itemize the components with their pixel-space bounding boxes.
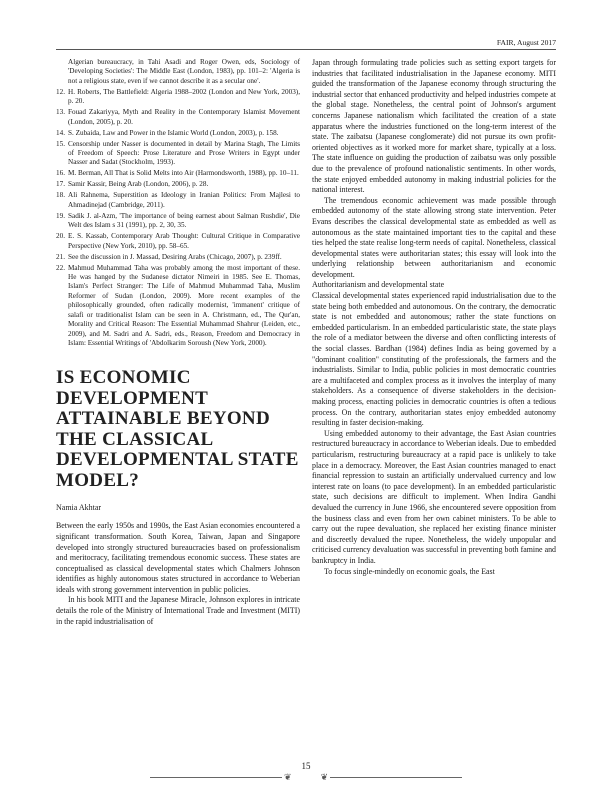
paragraph: In his book MITI and the Japanese Miracle, Johnson explores in intricate details the role of the Ministry of International Trade and Investment (MITI) in the rapid industrialisation of: [56, 595, 300, 626]
article-body-right: [312, 58, 556, 577]
endnote-continued: Algerian bureaucracy, in Tahi Asadi and Roger Owen, eds, Sociology of 'Developing Societies': The Middle East (London, 1983), pp. 101–2: 'Algeria is not a religious state, even if we cannot describe it as a secular one'.: [68, 58, 300, 85]
fleuron-icon: ❦: [320, 772, 328, 782]
article-body-left: [56, 521, 300, 627]
endnote: 17. Samir Kassir, Being Arab (London, 2006), p. 28.: [56, 180, 209, 189]
article-author: Namia Akhtar: [56, 503, 102, 513]
endnote: 16. M. Berman, All That is Solid Melts into Air (Harmondsworth, 1988), pp. 10–11.: [56, 169, 299, 178]
page-number: 15: [301, 761, 311, 771]
running-header: [56, 36, 556, 54]
paragraph: Using embedded autonomy to their advantage, the East Asian countries restructured bureaucracy in accordance to Weberian ideals. Due to embedded particularism, restructuring bureaucracy at a rapid pace is unlikely to take place in a democracy. Moreover, the East Asian countries managed to enact financial repression to sustain an artificially undervalued currency and low interest rate on loans (to pace development). In an embedded particularistic state, such decisions are difficult to implement. When Indira Gandhi devalued the currency in June 1966, she encountered severe opposition from the business class and even from her own cabinet ministers. To be able to carry out the rupee devaluation, she replaced her existing finance minister and discreetly devalued the rupee. Nonetheless, the widely unpopular and criticised currency devaluation was successful in preventing both famine and bankruptcy in India.: [312, 428, 556, 565]
endnote: 18. Ali Rahnema, Superstition as Ideology in Iranian Politics: From Majlesi to Ahmadinejad (Cambridge, 2011).: [56, 191, 300, 209]
fleuron-icon: ❦: [284, 772, 292, 782]
endnote: 21. See the discussion in J. Massad, Desiring Arabs (Chicago, 2007), p. 239ff.: [56, 252, 282, 261]
footer-ornament: [150, 769, 462, 785]
header-rule: [56, 49, 556, 50]
footer-rule-left: [150, 777, 282, 778]
endnote: 22. Mahmud Muhammad Taha was probably among the most important of these. He was hanged by the Sudanese dictator Nimeiri in 1985. See E. Thomas, Islam's Perfect Stranger: The Life of Mahmud Muhammad Taha, Muslim Reformer of Sudan (London, 2009). More recent examples of the philosophically grounded, often radically modernist, 'immanent' critique of salafi or traditionalist Islam can be seen in A. Christmann, ed., The Qur'an, Morality and Critical Reason: The Essential Muhammad Shahrur (Leiden, etc., 2009), and M. Sadri and A. Sadri, eds., Reason, Freedom and Democracy in Islam: Essential Writings of 'Abdolkarim Soroush (New York, 2000).: [56, 263, 300, 347]
endnote: 12. H. Roberts, The Battlefield: Algeria 1988–2002 (London and New York, 2003), p. 20.: [56, 87, 300, 106]
left-column: [56, 58, 300, 627]
paragraph: To focus single-mindedly on economic goals, the East: [324, 566, 495, 576]
paragraph: Japan through formulating trade policies such as setting export targets for industries that facilitated industrialisation in the Japanese economy. MITI guided the transformation of the Japanese economy through structuring the industrial sector that enhanced productivity and helped industries compete at the global stage. Nonetheless, the central point of Johnson's argument concerns Japanese nationalism which facilitated the creation of a state apparatus where the industries functioned on the long-term interest of the state. The zaibatsu (Japanese conglomerate) did not pursue its own profit-oriented objectives as it worked more for market share, typically at a loss. The state influence on guiding the production of zaibatsu was only possible due to the prevalence of profound nationalistic sentiments. In other words, the state enjoyed embedded autonomy in making industrial policies for the national interest.: [312, 58, 556, 195]
footer-rule-right: [330, 777, 462, 778]
running-head-text: FAIR, August 2017: [492, 38, 556, 47]
section-subheading: Authoritarianism and developmental state: [312, 280, 445, 290]
paragraph: Classical developmental states experienced rapid industrialisation due to the state being both embedded and autonomous. On the contrary, the democratic state is not embedded and autonomous; rather the state functions on embedded particularism. In an embedded particularistic state, the state plays the role of a mediator between the diverse and often conflicting interests of the social classes. Bardhan (1984) defines India as being governed by a "dominant coalition" constituting of the professionals, the farmers and the industrialists. Similar to India, public policies in most democratic countries are a multifaceted and complex process as it involves the interplay of many stakeholders. As a consequence of diverse stakeholders in the decision-making process, enacting policies in democratic countries is often a tedious process. On the contrary, authoritarian states enjoy embedded autonomy resulting in faster decision-making.: [312, 291, 556, 428]
paragraph: Between the early 1950s and 1990s, the East Asian economies encountered a significant transformation. South Korea, Taiwan, Japan and Singapore developed into strongly structured bureaucracies based on professionalism and meritocracy, facilitating tremendous economic success. These states are conceptualised as classical developmental states which Chalmers Johnson identifies as highly autonomous states structured in accordance to Weberian ideals with strong government intervention in public policies.: [56, 521, 300, 594]
article-title: IS ECONOMIC DEVELOPMENT ATTAINABLE BEYOND THE CLASSICAL DEVELOPMENTAL STATE MODEL?: [56, 367, 299, 491]
endnotes: [56, 58, 300, 348]
paragraph: The tremendous economic achievement was made possible through embedded autonomy of the state allowing strong state intervention. Peter Evans describes the classical developmental state as embedded as well as autonomous as the state maintained important ties to the capital and these ties helped the state realise long-term needs of capital. Nonetheless, classical developmental states were authoritarian states; this essay will look into the underlying relationship between authoritarianism and economic development.: [312, 195, 556, 279]
endnote: 19. Sadik J. al-Azm, 'The importance of being earnest about Salman Rushdie', Die Welt des Islam s 31 (1991), pp. 2, 30, 35.: [56, 211, 300, 230]
endnote: 13. Fouad Zakariyya, Myth and Reality in the Contemporary Islamist Movement (London, 2005), p. 20.: [56, 108, 300, 126]
right-column: [312, 58, 556, 577]
endnote: 15. Censorship under Nasser is documented in detail by Marina Stagh, The Limits of Freedom of Speech: Prose Literature and Prose Writers in Egypt under Nasser and Sadat (Stockholm, 1993).: [56, 139, 300, 167]
endnote: 20. E. S. Kassab, Contemporary Arab Thought: Cultural Critique in Comparative Perspective (New York, 2010), pp. 58–65.: [56, 232, 300, 250]
endnote: 14. S. Zubaida, Law and Power in the Islamic World (London, 2003), p. 158.: [56, 128, 279, 137]
